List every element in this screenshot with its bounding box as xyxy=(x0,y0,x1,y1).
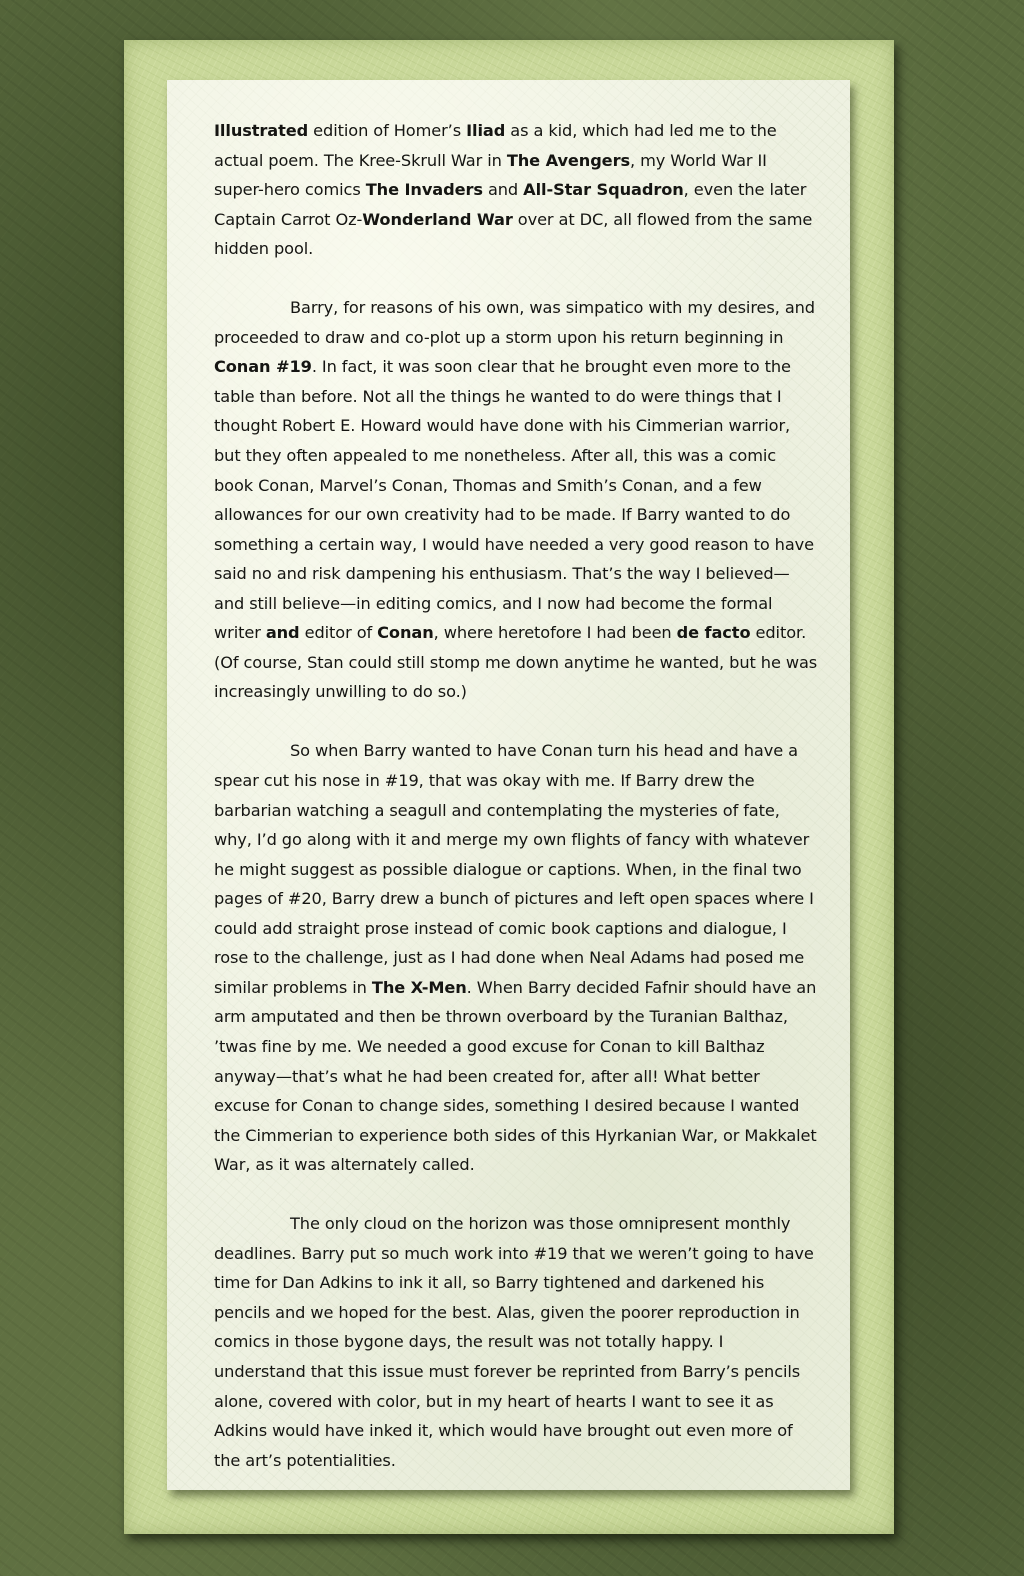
text-bold: Wonderland War xyxy=(362,209,513,229)
text-run: , where heretofore I had been xyxy=(433,623,677,643)
text-run: and xyxy=(482,180,524,200)
text-bold: The X-Men xyxy=(371,977,467,997)
text-bold: The Avengers xyxy=(506,150,630,170)
text-bold: Conan #19 xyxy=(214,357,312,377)
text-run: , even the later Captain Carrot Oz- xyxy=(214,180,807,229)
text-run: edition of Homer’s xyxy=(308,121,467,140)
text-run: , my World War II super-hero comics xyxy=(214,150,767,200)
text-run: Barry, for reasons of his own, was simpatico with my desires, and proceeded to draw and co-plot up a storm upon his return beginning in xyxy=(214,298,815,347)
paragraph-1 xyxy=(214,116,818,264)
paragraph-2 xyxy=(214,293,818,707)
text-run: . When Barry decided Fafnir should have an arm amputated and then be thrown overboard by the Turanian Balthaz, ’twas fine by me. We needed a good excuse for Conan to kill Balthaz anyway—that’s what he had been created for, after all! What better excuse for Conan to change sides, something I desired because I wanted the Cimmerian to experience both sides of this Hyrkanian War, or Makkalet War, as it was alternately called. xyxy=(214,977,817,1175)
text-run: So when Barry wanted to have Conan turn his head and have a spear cut his nose in #19, that was okay with me. If Barry drew the barbarian watching a seagull and contemplating the mysteries of fate, why, I’d go along with it and merge my own flights of fancy with whatever he might suggest as possible dialogue or captions. When, in the final two pages of #20, Barry drew a bunch of pictures and left open spaces where I could add straight prose instead of comic book captions and dialogue, I rose to the challenge, just as I had done when Neal Adams had posed me similar problems in xyxy=(214,741,814,997)
text-bold: de facto xyxy=(676,623,751,643)
text-run: as a kid, which had led me to the actual poem. The Kree-Skrull War in xyxy=(214,121,777,170)
paragraph-4 xyxy=(214,1209,818,1475)
text-bold: and xyxy=(265,623,300,643)
text-run: The only cloud on the horizon was those omnipresent monthly deadlines. Barry put so much work into #19 that we weren’t going to have time for Dan Adkins to ink it all, so Barry tightened and darkened his pencils and we hoped for the best. Alas, given the poorer reproduction in comics in those bygone days, the result was not totally happy. I understand that this issue must forever be reprinted from Barry’s pencils alone, covered with color, but in my heart of hearts I want to see it as Adkins would have inked it, which would have brought out even more of the art’s potentialities. xyxy=(214,1214,814,1470)
text-bold: Illustrated xyxy=(214,121,309,140)
text-run: editor. (Of course, Stan could still stomp me down anytime he wanted, but he was increasingly unwilling to do so.) xyxy=(214,623,818,702)
text-bold: Conan xyxy=(377,623,434,643)
text-run: over at DC, all flowed from the same hidden pool. xyxy=(214,209,813,259)
text-bold: Iliad xyxy=(466,121,506,140)
text-bold: The Invaders xyxy=(365,180,483,200)
text-run: . In fact, it was soon clear that he brought even more to the table than before. Not all the things he wanted to do were things that I thought Robert E. Howard would have done with his Cimmerian warrior, but they often appealed to me nonetheless. After all, this was a comic book Conan, Marvel’s Conan, Thomas and Smith’s Conan, and a few allowances for our own creativity had to be made. If Barry wanted to do something a certain way, I would have needed a very good reason to have said no and risk dampening his enthusiasm. That’s the way I believed—and still believe—in editing comics, and I now had become the formal writer xyxy=(214,357,814,643)
article-body xyxy=(214,116,818,1505)
text-run: editor of xyxy=(299,623,378,643)
text-bold: All-Star Squadron xyxy=(523,180,684,200)
paragraph-3 xyxy=(214,736,818,1179)
